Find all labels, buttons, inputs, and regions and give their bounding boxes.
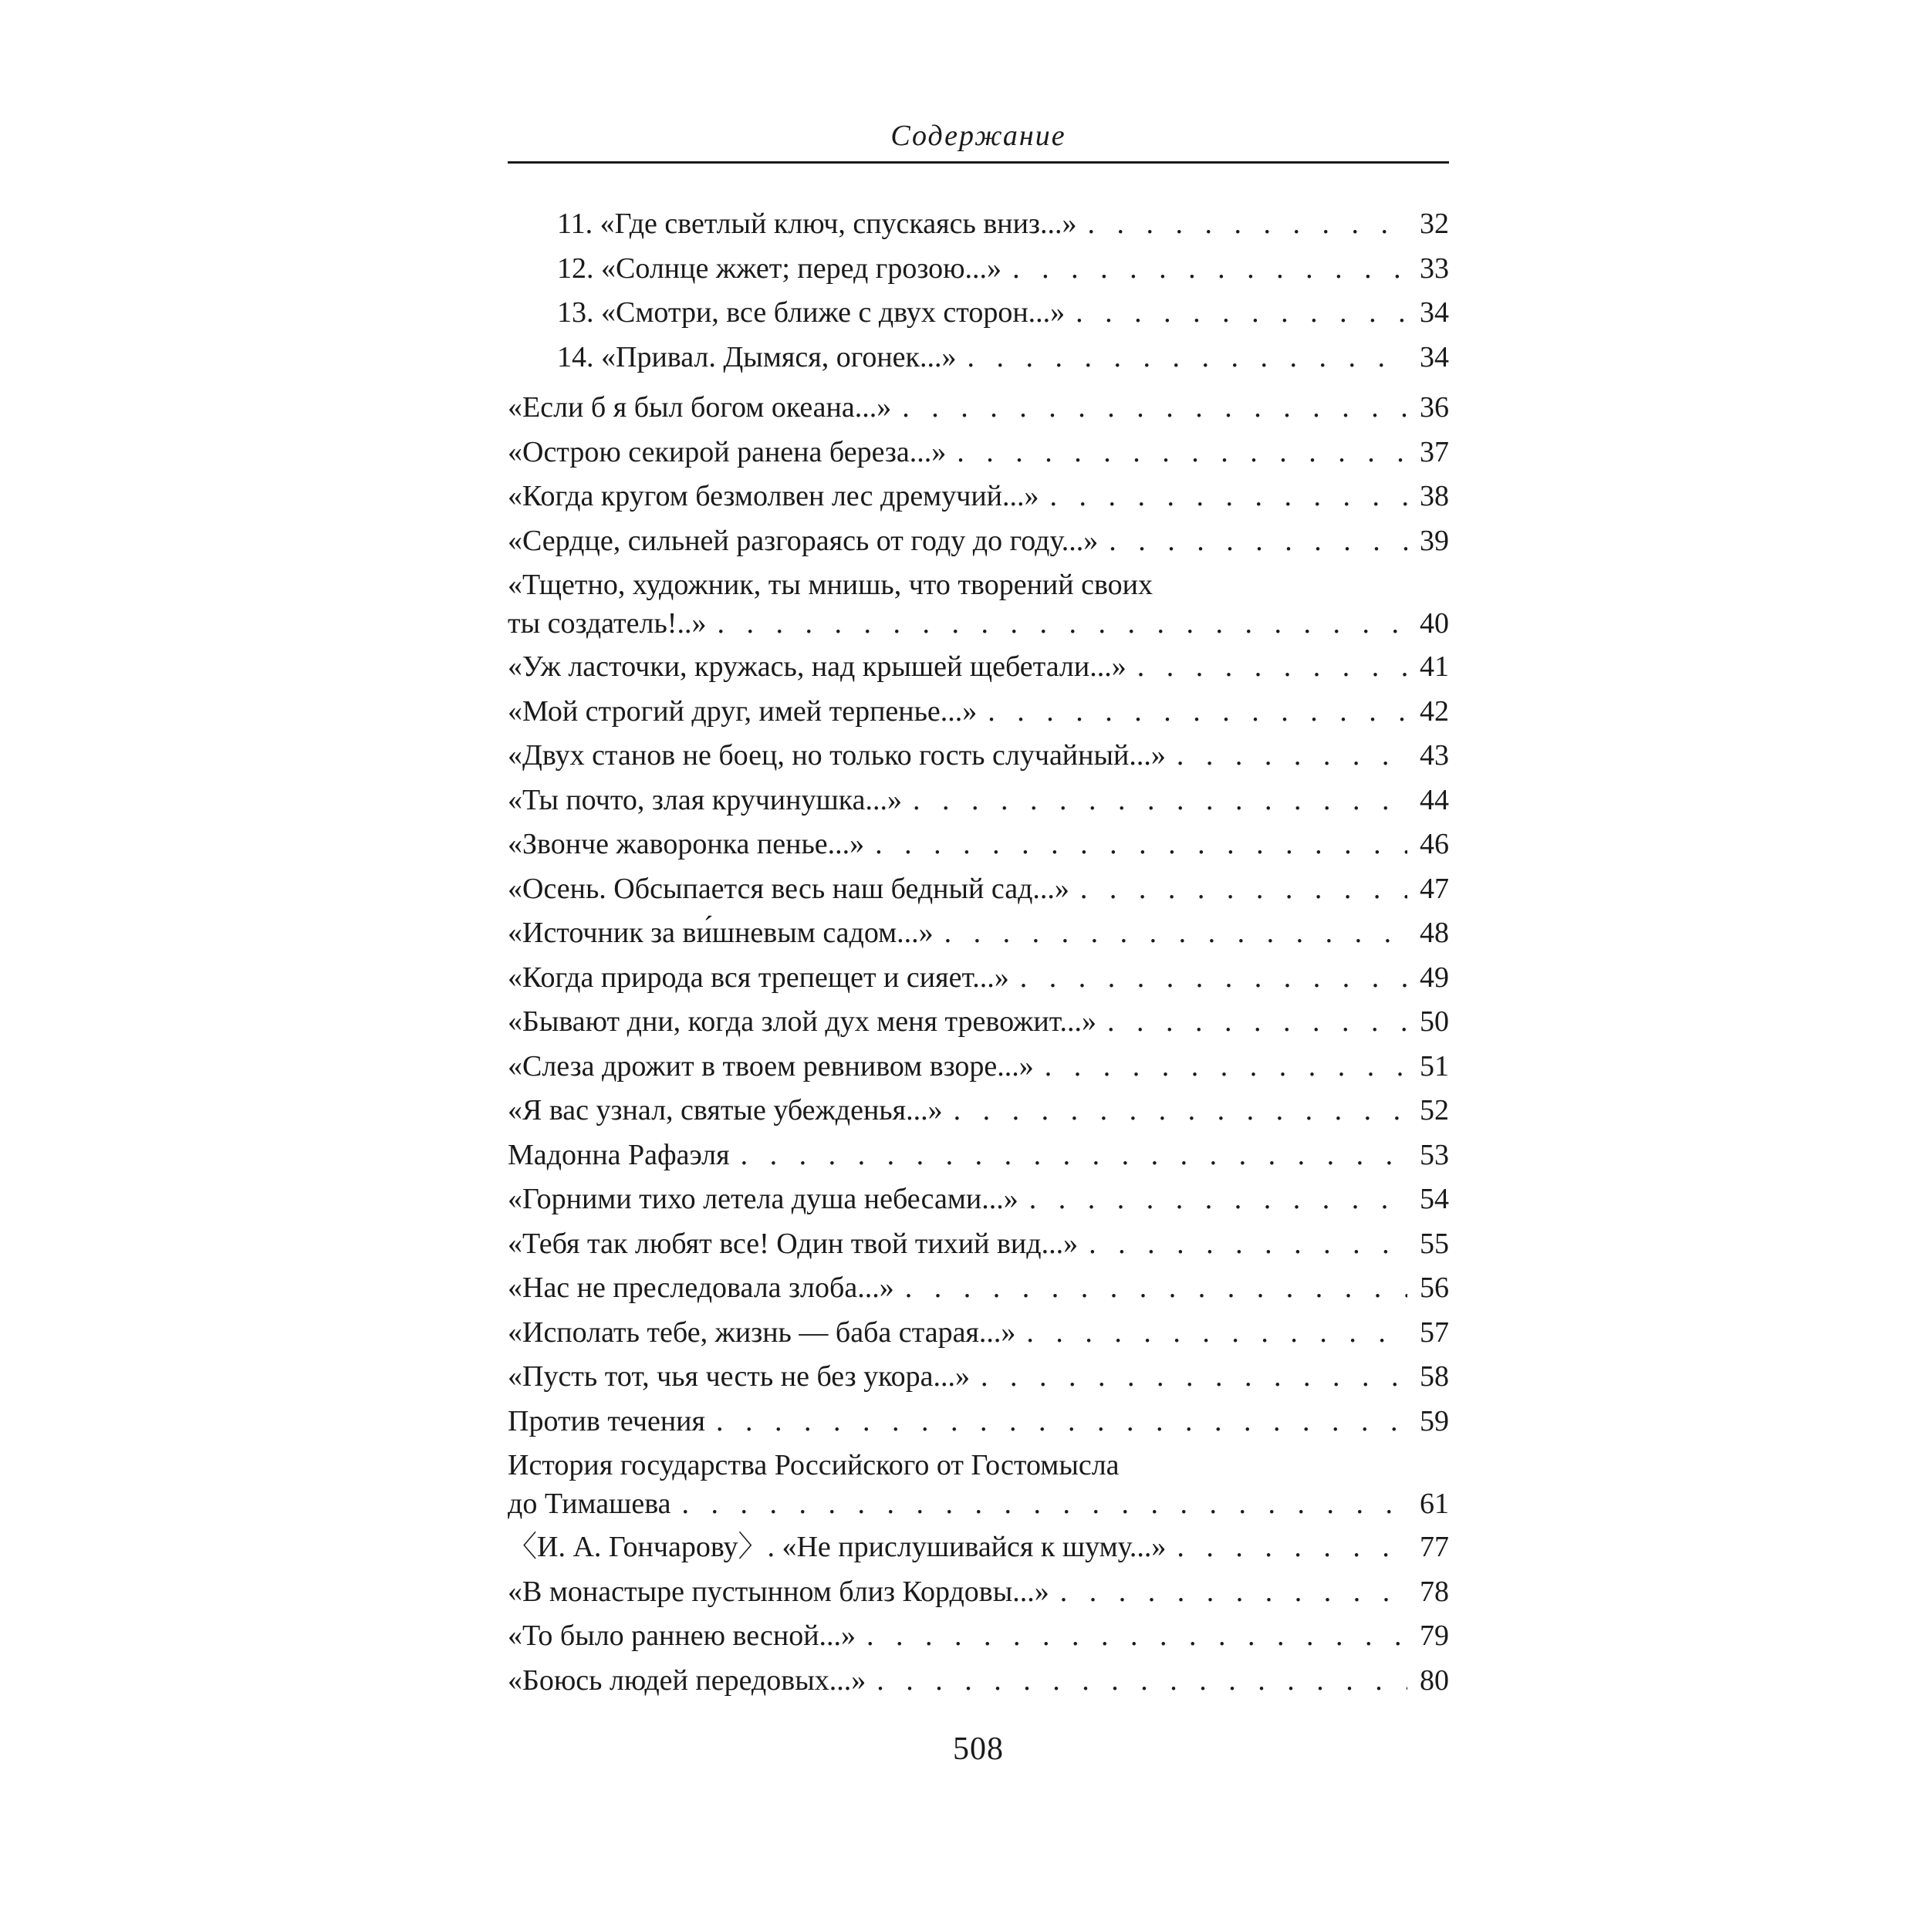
toc-entry-line — [508, 1659, 1449, 1704]
dot-leader — [1137, 645, 1407, 690]
toc-entry-title: 11. «Где светлый ключ, спускаясь вниз...» — [557, 208, 1077, 240]
dot-leader — [1020, 956, 1407, 1001]
toc-entry-line — [508, 604, 1449, 643]
toc-entry — [508, 386, 1449, 431]
toc-entry-title: ты создатель!..» — [508, 607, 707, 640]
toc-entry — [508, 475, 1449, 519]
toc-entry-line — [508, 1222, 1449, 1267]
dot-leader — [1080, 867, 1407, 912]
dot-leader — [875, 822, 1407, 867]
toc-subentry — [508, 247, 1449, 292]
toc-entry — [508, 1133, 1449, 1178]
toc-entry-page: 52 — [1420, 1094, 1449, 1126]
toc-entry — [508, 645, 1449, 690]
toc-entry-page: 80 — [1420, 1663, 1449, 1697]
dot-leader — [876, 1659, 1407, 1704]
toc-entry-line — [508, 519, 1449, 564]
toc-entry-title: «Двух станов не боец, но только гость случайный...» — [508, 739, 1166, 772]
dot-leader — [944, 911, 1407, 956]
toc-entry-line — [508, 1089, 1449, 1133]
toc-entry-title: «Сердце, сильней разгораясь от году до году...» — [508, 524, 1099, 557]
toc-entry-title: «Тебя так любят все! Один твой тихий вид...» — [508, 1227, 1079, 1260]
toc-entry-line — [508, 822, 1449, 867]
toc-entry — [508, 519, 1449, 564]
toc-entry — [508, 1659, 1449, 1704]
toc-entry — [508, 1570, 1449, 1615]
toc-entry-line — [508, 1311, 1449, 1356]
toc-entry — [508, 822, 1449, 867]
toc-entry-title: «Когда кругом безмолвен лес дремучий...» — [508, 480, 1039, 512]
dot-leader — [1076, 291, 1407, 336]
dot-leader — [1109, 519, 1407, 564]
toc-entry-page: 33 — [1420, 252, 1449, 285]
dot-leader — [1045, 1045, 1407, 1089]
toc-entry — [508, 690, 1449, 735]
toc-subentry — [508, 291, 1449, 336]
toc-entry-page: 55 — [1420, 1227, 1449, 1260]
dot-leader — [682, 1484, 1407, 1523]
toc-entry — [508, 1614, 1449, 1659]
toc-entry-title: «Мой строгий друг, имей терпенье...» — [508, 694, 978, 728]
dot-leader — [954, 1089, 1407, 1133]
toc-entry-page: 56 — [1420, 1272, 1449, 1304]
toc-entry-title: «То было раннею весной...» — [508, 1620, 856, 1652]
toc-subentry — [508, 336, 1449, 380]
toc-entry-title: «Источник за ви́шневым садом...» — [508, 917, 934, 949]
toc-entry-line — [508, 1525, 1449, 1570]
toc-entry-page: 34 — [1420, 340, 1449, 373]
toc-entry-line — [508, 1133, 1449, 1178]
dot-leader — [866, 1614, 1407, 1659]
toc-entry-title: «Исполать тебе, жизнь — баба старая...» — [508, 1316, 1016, 1349]
toc-entry-page: 47 — [1420, 872, 1449, 905]
toc-entry-line — [557, 336, 1449, 380]
toc-entry-title: «Если б я был богом океана...» — [508, 391, 892, 424]
toc-entry-line — [508, 779, 1449, 823]
toc-entry-title: до Тимашева — [508, 1488, 671, 1520]
dot-leader — [741, 1133, 1407, 1178]
toc-entry — [508, 1311, 1449, 1356]
toc-entry-line — [508, 1355, 1449, 1400]
toc-entry-title: «Горними тихо летела душа небесами...» — [508, 1183, 1018, 1215]
dot-leader — [1177, 734, 1407, 779]
dot-leader — [988, 690, 1407, 735]
toc-entry — [508, 779, 1449, 823]
toc-entry — [508, 1355, 1449, 1400]
toc-entry-title: 〈И. А. Гончарову〉. «Не прислушивайся к шуму...» — [508, 1531, 1167, 1563]
toc-entry-page: 37 — [1420, 435, 1449, 468]
toc-entry-page: 36 — [1420, 391, 1449, 424]
toc-entry-title: Мадонна Рафаэля — [508, 1138, 730, 1171]
toc-entry-page: 49 — [1420, 961, 1449, 994]
toc-entry-title: Против течения — [508, 1404, 705, 1437]
toc-entry-line — [557, 202, 1449, 247]
toc-entry-page: 54 — [1420, 1183, 1449, 1215]
toc-entry-page: 59 — [1420, 1404, 1449, 1437]
toc-entry — [508, 1000, 1449, 1045]
toc-entry-page: 53 — [1420, 1138, 1449, 1171]
toc-entry-title: «Нас не преследовала злоба...» — [508, 1272, 894, 1304]
toc-entry-page: 78 — [1420, 1575, 1449, 1608]
dot-leader — [1107, 1000, 1407, 1045]
toc-entry-page: 57 — [1420, 1316, 1449, 1349]
toc-entry-line — [508, 431, 1449, 475]
toc-entry-title: «Слеза дрожит в твоем ревнивом взоре...» — [508, 1049, 1034, 1083]
toc-entry-page: 34 — [1420, 296, 1449, 329]
toc-entry-title: «Звонче жаворонка пенье...» — [508, 828, 865, 860]
dot-leader — [716, 1400, 1407, 1444]
table-of-contents — [508, 202, 1449, 1703]
toc-entry-title: «Острою секирой ранена береза...» — [508, 435, 947, 468]
toc-entry — [508, 1089, 1449, 1133]
dot-leader — [957, 431, 1407, 475]
dot-leader — [1089, 1222, 1407, 1267]
toc-entry-page: 44 — [1420, 783, 1449, 816]
toc-entry-line — [508, 475, 1449, 519]
toc-entry-line — [508, 645, 1449, 690]
toc-subentry — [508, 202, 1449, 247]
toc-entry-line — [508, 690, 1449, 735]
toc-entry-title: «Я вас узнал, святые убежденья...» — [508, 1094, 943, 1126]
toc-entry-title: «Пусть тот, чья честь не без укора...» — [508, 1360, 971, 1393]
toc-entry — [508, 563, 1449, 645]
toc-entry-title: «В монастыре пустынном близ Кордовы...» — [508, 1575, 1049, 1608]
dot-leader — [1060, 1570, 1407, 1615]
toc-entry-line — [508, 1000, 1449, 1045]
dot-leader — [913, 779, 1407, 823]
dot-leader — [1026, 1311, 1407, 1356]
toc-entry-page: 38 — [1420, 480, 1449, 512]
toc-entry — [508, 1444, 1449, 1525]
toc-entry-page: 48 — [1420, 917, 1449, 949]
toc-entry — [508, 867, 1449, 912]
toc-entry-title: «Осень. Обсыпается весь наш бедный сад...» — [508, 872, 1069, 905]
toc-entry-page: 51 — [1420, 1049, 1449, 1083]
toc-entry-page: 41 — [1420, 650, 1449, 683]
toc-entry-title: «Бывают дни, когда злой дух меня тревожит...» — [508, 1005, 1096, 1038]
toc-entry-page: 39 — [1420, 524, 1449, 557]
toc-entry-title: «Когда природа вся трепещет и сияет...» — [508, 961, 1009, 994]
toc-entry-line — [508, 1484, 1449, 1523]
toc-entry-page: 79 — [1420, 1620, 1449, 1652]
toc-entry-line — [508, 1614, 1449, 1659]
toc-entry-line — [557, 247, 1449, 292]
toc-entry-title-line1: «Тщетно, художник, ты мнишь, что творений своих — [508, 569, 1153, 601]
toc-entry-title: «Ты почто, злая кручинушка...» — [508, 783, 902, 816]
toc-entry — [508, 956, 1449, 1001]
toc-entry — [508, 911, 1449, 956]
toc-entry — [508, 1177, 1449, 1222]
dot-leader — [968, 336, 1407, 380]
toc-entry-page: 43 — [1420, 739, 1449, 772]
toc-entry-page: 32 — [1420, 208, 1449, 240]
toc-entry — [508, 1222, 1449, 1267]
toc-entry — [508, 1045, 1449, 1089]
toc-entry-page: 77 — [1420, 1531, 1449, 1563]
toc-entry-page: 61 — [1420, 1488, 1449, 1520]
header-rule — [508, 161, 1449, 164]
toc-entry — [508, 734, 1449, 779]
toc-entry-page: 46 — [1420, 828, 1449, 860]
toc-entry-page: 42 — [1420, 694, 1449, 728]
toc-entry — [508, 1400, 1449, 1444]
dot-leader — [1029, 1177, 1407, 1222]
toc-entry-title: «Боюсь людей передовых...» — [508, 1663, 866, 1697]
toc-entry-line — [557, 291, 1449, 336]
toc-entry-title: 13. «Смотри, все ближе с двух сторон...» — [557, 296, 1066, 329]
toc-entry-title: 14. «Привал. Дымяся, огонек...» — [557, 340, 957, 373]
running-head: Содержание — [890, 120, 1066, 152]
toc-entry-page: 40 — [1420, 607, 1449, 640]
toc-entry — [508, 1525, 1449, 1570]
toc-entry-line — [508, 1177, 1449, 1222]
toc-entry — [508, 431, 1449, 475]
dot-leader — [717, 604, 1407, 643]
dot-leader — [981, 1355, 1407, 1400]
toc-entry-line — [508, 1266, 1449, 1311]
toc-entry-line — [508, 1400, 1449, 1444]
toc-entry-title-line1: История государства Российского от Гостомысла — [508, 1449, 1120, 1481]
toc-entry-title: «Уж ласточки, кружась, над крышей щебетали...» — [508, 650, 1126, 683]
toc-entry-page: 50 — [1420, 1005, 1449, 1038]
toc-entry-line — [508, 867, 1449, 912]
toc-entry-line — [508, 956, 1449, 1001]
dot-leader — [1177, 1525, 1407, 1570]
toc-entry-title: 12. «Солнце жжет; перед грозою...» — [557, 252, 1002, 285]
toc-entry-line — [508, 734, 1449, 779]
dot-leader — [905, 1266, 1407, 1311]
dot-leader — [1087, 202, 1407, 247]
toc-entry-line — [508, 911, 1449, 956]
page-number: 508 — [953, 1731, 1004, 1767]
toc-entry-line — [508, 386, 1449, 431]
dot-leader — [902, 386, 1407, 431]
toc-entry-line — [508, 1045, 1449, 1089]
toc-entry — [508, 1266, 1449, 1311]
toc-entry-line — [508, 1570, 1449, 1615]
toc-entry-page: 58 — [1420, 1360, 1449, 1393]
dot-leader — [1012, 247, 1407, 292]
dot-leader — [1050, 475, 1407, 519]
